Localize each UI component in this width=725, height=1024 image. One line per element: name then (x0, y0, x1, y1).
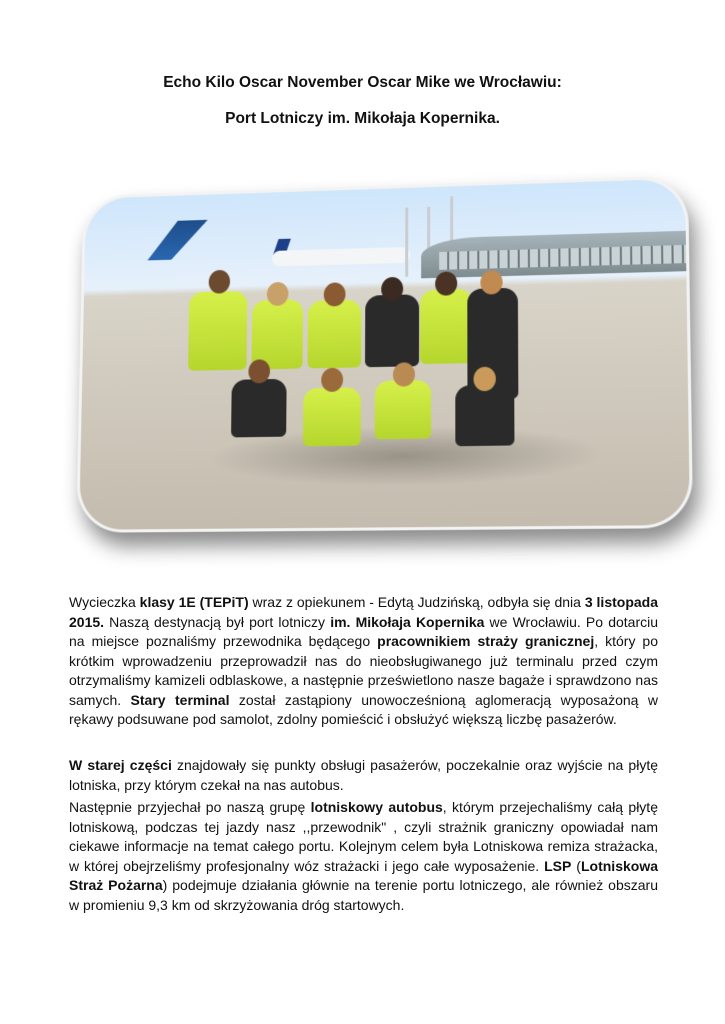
group-photo (76, 175, 693, 532)
bold-text-run: Lotniskowa Straż Pożarna (69, 857, 658, 893)
student-figure (188, 291, 247, 371)
group-photo-frame (76, 175, 693, 532)
text-run: ( (571, 857, 581, 874)
text-run: we Wrocławiu. Po dotarciu na miejsce poznaliśmy przewodnika będącego (69, 613, 659, 649)
student-figure (231, 379, 287, 438)
bold-text-run: W starej części (69, 757, 172, 773)
bold-text-run: klasy 1E (TEPiT) (139, 594, 249, 610)
text-run: , którym przejechaliśmy całą płytę lotniskową, podczas tej jazdy nasz ,,przewodnik" , czyli strażnik graniczny opowiadał nam ciekawe informacje na temat całego portu. Kolejnym celem była Lotniskowa remiza strażacka, w której obejrzeliśmy profesjonalny wóz strażacki i jego całe wyposażenie. (69, 799, 658, 874)
student-figure (420, 289, 472, 364)
bold-text-run: 3 listopada 2015. (69, 594, 658, 630)
student-figure (303, 387, 361, 446)
bold-text-run: pracownikiem straży granicznej (377, 633, 595, 649)
student-figure (455, 384, 514, 446)
light-pole-image (405, 208, 408, 277)
document-subtitle: Port Lotniczy im. Mikołaja Kopernika. (225, 110, 500, 127)
airplane-image (272, 247, 410, 267)
student-figure (375, 380, 431, 439)
text-run: , który po krótkim wprowadzeniu przeprowadził nas do nieobsługiwanego już terminalu przed czym otrzymaliśmy kamizeli odblaskowe, a następnie prześwietlono nasze bagaże i sprawdzono nas samych. (69, 633, 659, 708)
bold-text-run: Stary terminal (130, 691, 230, 708)
text-run: ) podejmuje działania głównie na terenie portu lotniczego, ale również obszaru w promieniu 9,3 km od skrzyżowania dróg startowych. (69, 877, 658, 913)
bold-text-run: im. Mikołaja Kopernika (330, 613, 485, 630)
student-figure (365, 294, 419, 367)
paragraph-airport-bus (69, 798, 658, 915)
paragraph-old-part (69, 756, 658, 795)
text-run: Naszą destynacją był port lotniczy (104, 613, 331, 630)
student-figure (307, 300, 361, 369)
text-run: Wycieczka (69, 594, 140, 610)
bold-text-run: LSP (544, 857, 572, 874)
text-run: znajdowały się punkty obsługi pasażerów, poczekalnie oraz wyjście na płytę lotniska, przy którym czekał na nas autobus. (69, 757, 659, 793)
bold-text-run: lotniskowy autobus (310, 799, 443, 815)
text-run: został zastąpiony unowocześnioną aglomeracją wyposażoną w rękawy podsuwane pod samolot, zdolny pomieścić i obsłużyć większą liczbę pasażerów. (69, 691, 658, 727)
student-head (209, 270, 231, 294)
text-run: Następnie przyjechał po naszą grupę (69, 799, 311, 815)
document-title: Echo Kilo Oscar November Oscar Mike we Wrocławiu: (163, 74, 562, 91)
text-run: wraz z opiekunem - Edytą Judzińską, odbyła się dnia (248, 594, 585, 610)
airplane-tail-image (147, 220, 207, 261)
terminal-building-image (421, 231, 686, 279)
paragraph-trip-intro (69, 593, 658, 730)
